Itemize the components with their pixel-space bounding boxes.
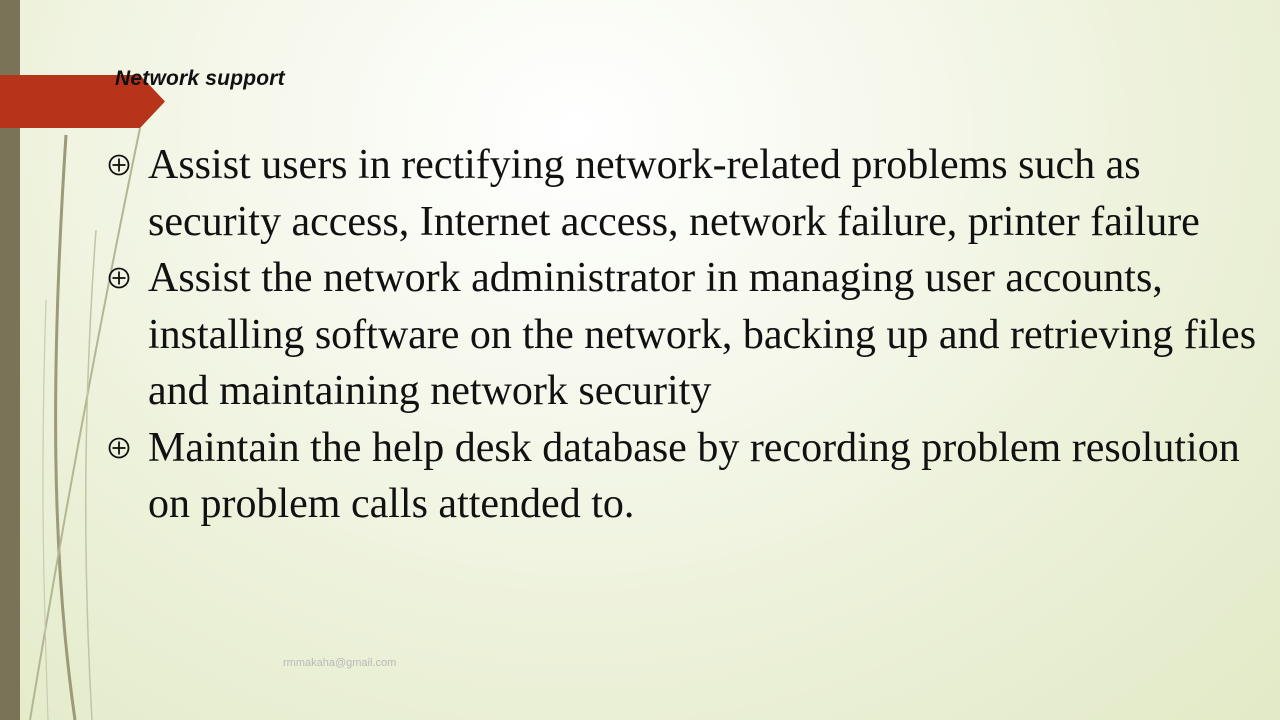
bullet-item <box>108 420 1258 533</box>
bullet-list <box>108 137 1258 533</box>
bullet-text: Maintain the help desk database by recording problem resolution on problem calls attended to. <box>148 424 1240 527</box>
slide-title: Network support <box>115 67 285 90</box>
circled-plus-icon <box>108 437 130 459</box>
bullet-item <box>108 137 1258 250</box>
circled-plus-icon <box>108 267 130 289</box>
bullet-item <box>108 250 1258 420</box>
circled-plus-icon <box>108 154 130 176</box>
bullet-text: Assist the network administrator in managing user accounts, installing software on the network, backing up and retrieving files and maintaining network security <box>148 255 1257 414</box>
footer-email: rmmakaha@gmail.com <box>283 657 397 669</box>
bullet-text: Assist users in rectifying network-related problems such as security access, Internet access, network failure, printer failure <box>148 142 1200 245</box>
